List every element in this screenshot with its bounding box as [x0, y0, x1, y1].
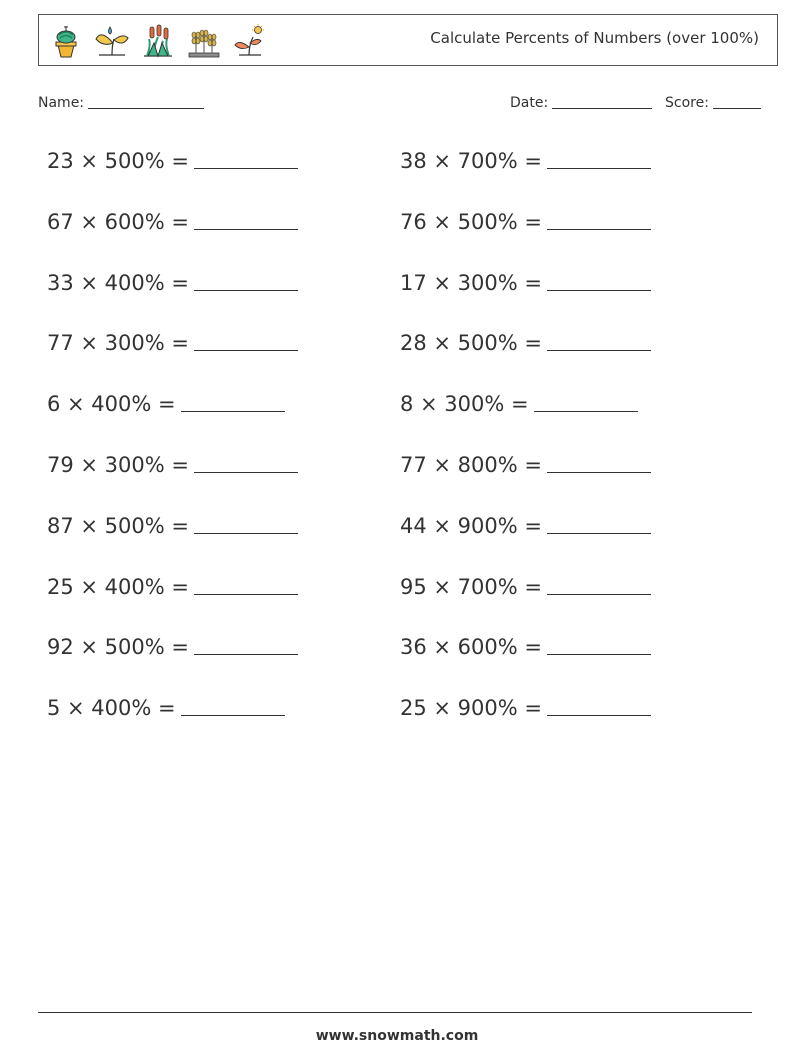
watered-sprout-icon — [93, 23, 131, 59]
problem-row — [47, 210, 298, 234]
problem-expression: 77 × 800% = — [400, 453, 542, 477]
problem-row — [47, 453, 298, 477]
problem-row — [47, 514, 298, 538]
score-label: Score: — [665, 95, 709, 111]
answer-blank[interactable] — [547, 515, 651, 534]
problem-expression: 23 × 500% = — [47, 149, 189, 173]
problem-row — [47, 149, 298, 173]
cattail-plant-icon — [139, 23, 177, 59]
problem-row — [400, 696, 651, 720]
problem-row — [47, 392, 285, 416]
answer-blank[interactable] — [547, 150, 651, 169]
score-blank[interactable] — [713, 94, 761, 109]
problem-expression: 79 × 300% = — [47, 453, 189, 477]
answer-blank[interactable] — [547, 697, 651, 716]
potted-plant-icon — [47, 23, 85, 59]
problem-expression: 67 × 600% = — [47, 209, 189, 234]
worksheet-title: Calculate Percents of Numbers (over 100%) — [430, 29, 759, 47]
problem-expression: 36 × 600% = — [400, 635, 542, 660]
answer-blank[interactable] — [194, 636, 298, 655]
problem-row — [400, 149, 651, 173]
header-icons — [47, 23, 269, 59]
answer-blank[interactable] — [194, 211, 298, 230]
answer-blank[interactable] — [194, 576, 298, 595]
answer-blank[interactable] — [194, 515, 298, 534]
problem-row — [47, 331, 298, 355]
answer-blank[interactable] — [547, 454, 651, 473]
problem-row — [47, 271, 298, 295]
problem-expression: 92 × 500% = — [47, 635, 189, 660]
answer-blank[interactable] — [194, 272, 298, 291]
answer-blank[interactable] — [194, 150, 298, 169]
problem-expression: 44 × 900% = — [400, 513, 542, 538]
problem-row — [400, 575, 651, 599]
answer-blank[interactable] — [181, 697, 285, 716]
problem-row — [400, 635, 651, 659]
date-blank[interactable] — [552, 94, 652, 109]
name-blank[interactable] — [88, 94, 204, 109]
problem-expression: 33 × 400% = — [47, 270, 189, 295]
date-field — [510, 94, 652, 111]
answer-blank[interactable] — [547, 272, 651, 291]
problem-row — [47, 696, 285, 720]
footer-site: www.snowmath.com — [315, 1028, 479, 1044]
problem-row — [47, 575, 298, 599]
problem-row — [400, 271, 651, 295]
date-label: Date: — [510, 95, 549, 111]
problem-expression: 38 × 700% = — [400, 149, 542, 173]
name-label: Name: — [38, 95, 85, 111]
problem-expression: 6 × 400% = — [47, 392, 176, 417]
problem-expression: 95 × 700% = — [400, 574, 542, 599]
answer-blank[interactable] — [194, 454, 298, 473]
flower-sprout-icon — [231, 23, 269, 59]
header-box — [38, 14, 778, 66]
answer-blank[interactable] — [194, 332, 298, 351]
problem-expression: 25 × 400% = — [47, 574, 189, 599]
problem-expression: 5 × 400% = — [47, 696, 176, 721]
answer-blank[interactable] — [181, 393, 285, 412]
answer-blank[interactable] — [547, 332, 651, 351]
score-field — [665, 94, 761, 111]
problem-expression: 17 × 300% = — [400, 270, 542, 295]
problem-row — [400, 392, 638, 416]
name-field — [38, 94, 204, 111]
problem-row — [400, 453, 651, 477]
problem-row — [400, 514, 651, 538]
problem-expression: 8 × 300% = — [400, 392, 529, 417]
answer-blank[interactable] — [534, 393, 638, 412]
answer-blank[interactable] — [547, 211, 651, 230]
problem-row — [400, 210, 651, 234]
answer-blank[interactable] — [547, 576, 651, 595]
problem-row — [400, 331, 651, 355]
wheat-icon — [185, 23, 223, 59]
problem-expression: 77 × 300% = — [47, 331, 189, 356]
answer-blank[interactable] — [547, 636, 651, 655]
problem-expression: 76 × 500% = — [400, 209, 542, 234]
problem-expression: 25 × 900% = — [400, 696, 542, 721]
footer-rule — [38, 1012, 752, 1013]
problem-row — [47, 635, 298, 659]
problem-expression: 28 × 500% = — [400, 331, 542, 356]
problem-expression: 87 × 500% = — [47, 513, 189, 538]
